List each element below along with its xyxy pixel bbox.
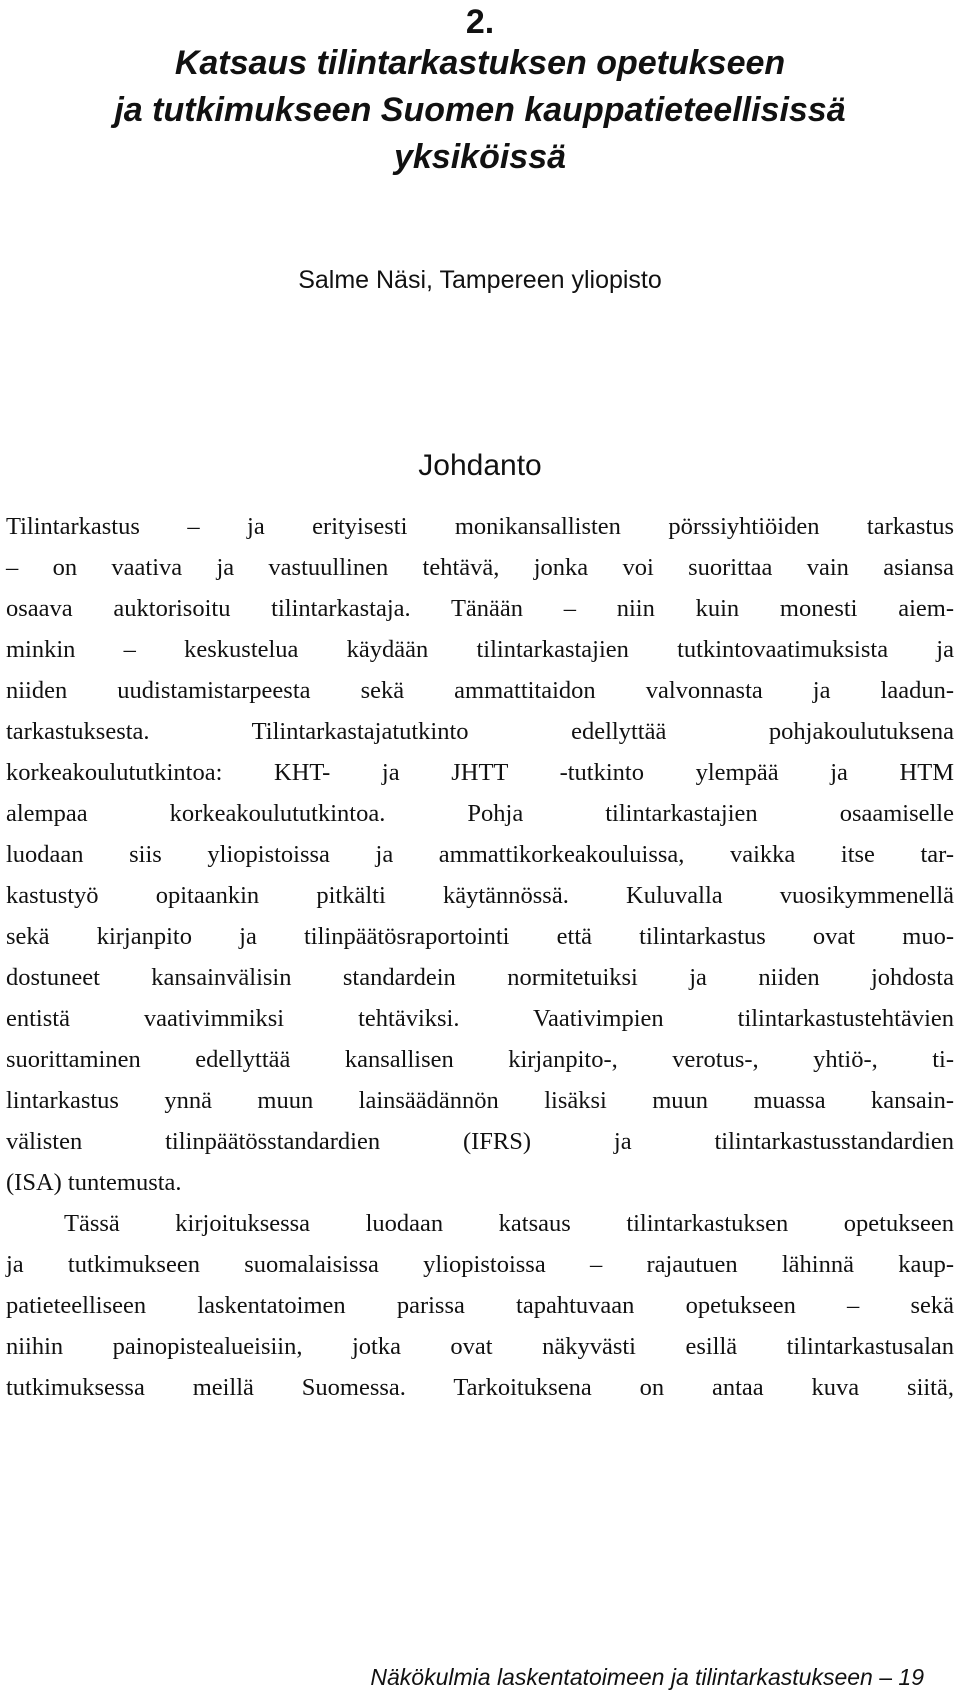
text-line: Tilintarkastus – ja erityisesti monikansallisten pörssiyhtiöiden tarkastus	[6, 513, 954, 540]
chapter-title-line: Katsaus tilintarkastuksen opetukseen	[174, 44, 786, 82]
text-line: minkin – keskustelua käydään tilintarkastajien tutkintovaatimuksista ja	[6, 636, 954, 663]
text-line: lintarkastus ynnä muun lainsäädännön lisäksi muun muassa kansain-	[6, 1087, 954, 1114]
paragraph-1	[6, 506, 954, 1203]
text-line: niihin painopistealueisiin, jotka ovat näkyvästi esillä tilintarkastusalan	[6, 1333, 954, 1360]
text-line: suorittaminen edellyttää kansallisen kirjanpito-, verotus-, yhtiö-, ti-	[6, 1046, 954, 1073]
text-line: entistä vaativimmiksi tehtäviksi. Vaativimpien tilintarkastustehtävien	[6, 1005, 954, 1032]
text-line: osaava auktorisoitu tilintarkastaja. Tänään – niin kuin monesti aiem-	[6, 595, 954, 622]
page-footer	[370, 1660, 924, 1694]
chapter-number: 2.	[465, 3, 495, 41]
text-line: ja tutkimukseen suomalaisissa yliopistoissa – rajautuen lähinnä kaup-	[6, 1251, 954, 1278]
text-line: tutkimuksessa meillä Suomessa. Tarkoituksena on antaa kuva siitä,	[6, 1374, 954, 1401]
text-line: välisten tilinpäätösstandardien (IFRS) ja tilintarkastusstandardien	[6, 1128, 954, 1155]
paragraph-2	[6, 1203, 954, 1408]
author-affiliation: Salme Näsi, Tampereen yliopisto	[298, 266, 662, 294]
text-line: dostuneet kansainvälisin standardein normitetuiksi ja niiden johdosta	[6, 964, 954, 991]
text-line: Tässä kirjoituksessa luodaan katsaus tilintarkastuksen opetukseen	[64, 1210, 954, 1237]
footer-book-title: Näkökulmia laskentatoimeen ja tilintarkastukseen	[370, 1664, 873, 1690]
text-line: alempaa korkeakoulututkintoa. Pohja tilintarkastajien osaamiselle	[6, 800, 954, 827]
text-line: patieteelliseen laskentatoimen parissa tapahtuvaan opetukseen – sekä	[6, 1292, 954, 1319]
text-line: tarkastuksesta. Tilintarkastajatutkinto edellyttää pohjakoulutuksena	[6, 718, 954, 745]
text-line: luodaan siis yliopistoissa ja ammattikorkeakouluissa, vaikka itse tar-	[6, 841, 954, 868]
chapter-title-line: ja tutkimukseen Suomen kauppatieteellisissä	[114, 91, 846, 129]
chapter-title	[0, 40, 960, 181]
text-line: korkeakoulututkintoa: KHT- ja JHTT -tutkinto ylempää ja HTM	[6, 759, 954, 786]
text-line: (ISA) tuntemusta.	[6, 1169, 182, 1196]
text-line: niiden uudistamistarpeesta sekä ammattitaidon valvonnasta ja laadun-	[6, 677, 954, 704]
text-line: sekä kirjanpito ja tilinpäätösraportointi että tilintarkastus ovat muo-	[6, 923, 954, 950]
text-line: – on vaativa ja vastuullinen tehtävä, jonka voi suorittaa vain asiansa	[6, 554, 954, 581]
footer-separator: –	[879, 1664, 893, 1690]
body-text	[6, 506, 954, 1408]
text-line: kastustyö opitaankin pitkälti käytännössä. Kuluvalla vuosikymmenellä	[6, 882, 954, 909]
chapter-title-line: yksiköissä	[393, 138, 567, 176]
section-heading: Johdanto	[418, 449, 542, 482]
page-number: 19	[898, 1664, 924, 1690]
